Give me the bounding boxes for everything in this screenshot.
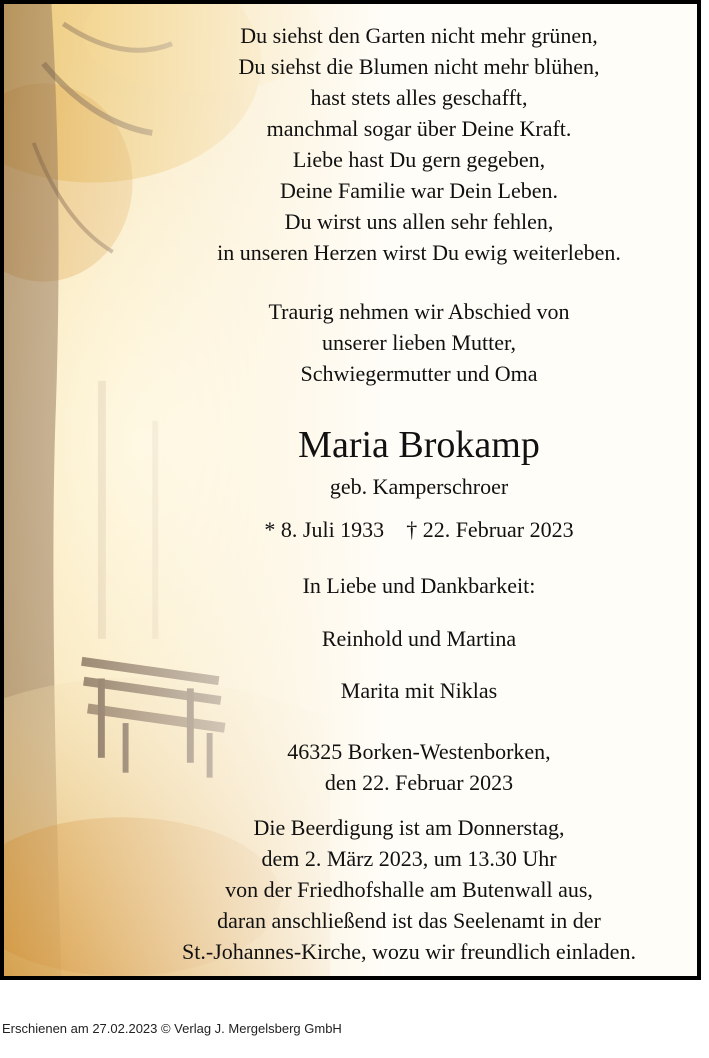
- funeral-details: [84, 812, 701, 967]
- place-line: 46325 Borken-Westenborken,: [287, 739, 551, 764]
- funeral-line: Die Beerdigung ist am Donnerstag,: [253, 815, 565, 840]
- intro-line: unserer lieben Mutter,: [322, 330, 516, 355]
- poem-line: manchmal sogar über Deine Kraft.: [266, 116, 572, 141]
- poem-line: Du siehst den Garten nicht mehr grünen,: [240, 23, 598, 48]
- funeral-line: dem 2. März 2023, um 13.30 Uhr: [261, 846, 557, 871]
- intro-line: Schwiegermutter und Oma: [300, 361, 538, 386]
- funeral-line: daran anschließend ist das Seelenamt in der: [217, 908, 601, 933]
- funeral-line: St.-Johannes-Kirche, wozu wir freundlich einladen.: [182, 939, 636, 964]
- birth-name: geb. Kamperschroer: [329, 474, 509, 499]
- farewell-intro: [134, 296, 701, 389]
- deceased-name: Maria Brokamp: [298, 424, 540, 466]
- poem-line: hast stets alles geschafft,: [310, 85, 528, 110]
- birth-date: * 8. Juli 1933: [264, 517, 385, 542]
- family-names: Reinhold und Martina: [321, 626, 517, 651]
- poem-line: Deine Familie war Dein Leben.: [280, 178, 558, 203]
- life-dates: [134, 515, 701, 545]
- gratitude-line: In Liebe und Dankbarkeit:: [302, 573, 536, 598]
- poem-line: in unseren Herzen wirst Du ewig weiterleben.: [217, 240, 621, 265]
- family-names: Marita mit Niklas: [340, 678, 498, 703]
- poem-line: Liebe hast Du gern gegeben,: [292, 147, 546, 172]
- poem-line: Du siehst die Blumen nicht mehr blühen,: [238, 54, 600, 79]
- intro-line: Traurig nehmen wir Abschied von: [268, 299, 570, 324]
- death-date: † 22. Februar 2023: [406, 517, 574, 542]
- place-and-date: [134, 736, 701, 798]
- poem: [134, 20, 701, 268]
- funeral-line: von der Friedhofshalle am Butenwall aus,: [225, 877, 593, 902]
- publication-footer: Erschienen am 27.02.2023 © Verlag J. Mergelsberg GmbH: [2, 1021, 342, 1036]
- poem-line: Du wirst uns allen sehr fehlen,: [284, 209, 554, 234]
- date-line: den 22. Februar 2023: [324, 770, 514, 795]
